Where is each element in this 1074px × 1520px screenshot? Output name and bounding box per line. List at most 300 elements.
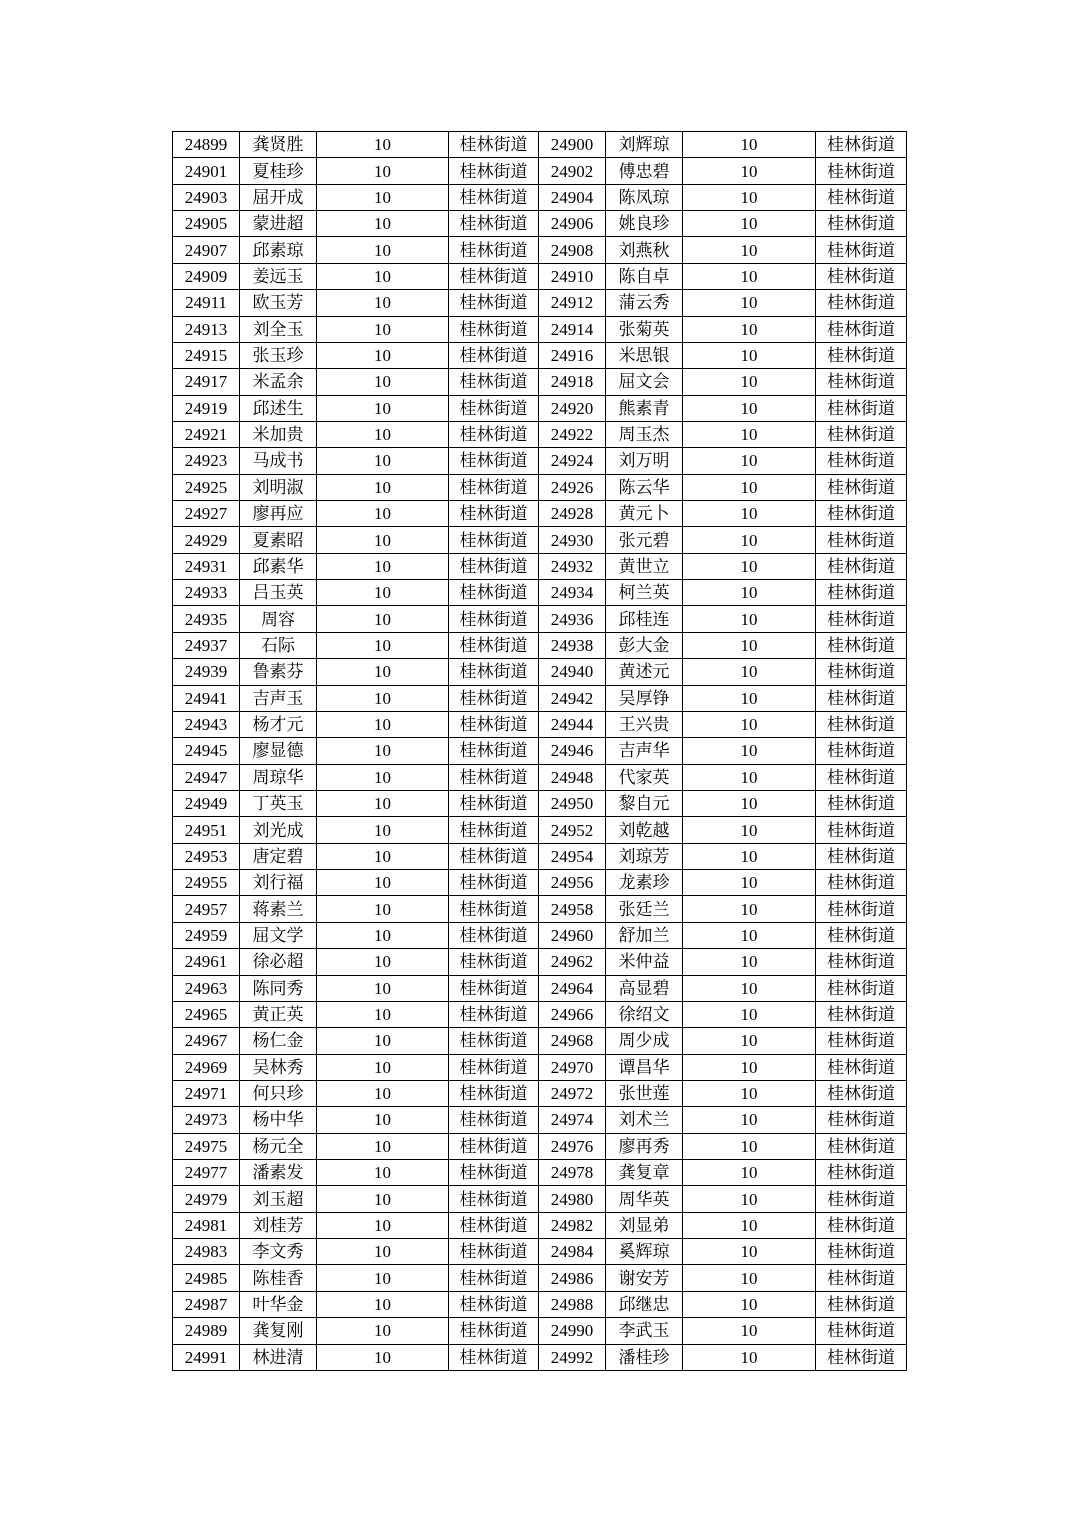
cell-name: 何只珍	[240, 1080, 317, 1106]
cell-district: 桂林街道	[816, 1001, 907, 1027]
cell-district: 桂林街道	[816, 1054, 907, 1080]
cell-district: 桂林街道	[816, 263, 907, 289]
cell-district: 桂林街道	[816, 1160, 907, 1186]
cell-id: 24952	[539, 817, 606, 843]
table-row	[173, 316, 907, 342]
cell-district: 桂林街道	[449, 896, 539, 922]
table-row	[173, 896, 907, 922]
cell-district: 桂林街道	[449, 1054, 539, 1080]
cell-name: 张菊英	[606, 316, 683, 342]
cell-id: 24979	[173, 1186, 240, 1212]
cell-name: 李武玉	[606, 1318, 683, 1344]
cell-value: 10	[317, 448, 449, 474]
cell-value: 10	[317, 659, 449, 685]
cell-value: 10	[317, 263, 449, 289]
cell-value: 10	[317, 369, 449, 395]
table-row	[173, 527, 907, 553]
cell-value: 10	[683, 870, 816, 896]
cell-value: 10	[683, 290, 816, 316]
cell-value: 10	[683, 132, 816, 158]
cell-id: 24937	[173, 632, 240, 658]
cell-district: 桂林街道	[449, 184, 539, 210]
cell-district: 桂林街道	[816, 1344, 907, 1370]
cell-name: 欧玉芳	[240, 290, 317, 316]
cell-id: 24991	[173, 1344, 240, 1370]
cell-value: 10	[317, 764, 449, 790]
cell-name: 唐定碧	[240, 843, 317, 869]
cell-value: 10	[317, 1054, 449, 1080]
cell-value: 10	[683, 975, 816, 1001]
cell-name: 张廷兰	[606, 896, 683, 922]
cell-name: 廖再秀	[606, 1133, 683, 1159]
cell-district: 桂林街道	[816, 184, 907, 210]
cell-id: 24924	[539, 448, 606, 474]
cell-id: 24910	[539, 263, 606, 289]
table-row	[173, 1133, 907, 1159]
cell-name: 潘素发	[240, 1160, 317, 1186]
cell-id: 24919	[173, 395, 240, 421]
cell-id: 24932	[539, 553, 606, 579]
cell-id: 24986	[539, 1265, 606, 1291]
cell-id: 24901	[173, 158, 240, 184]
cell-value: 10	[317, 606, 449, 632]
table-row	[173, 870, 907, 896]
cell-id: 24938	[539, 632, 606, 658]
cell-district: 桂林街道	[816, 1291, 907, 1317]
cell-name: 刘明淑	[240, 474, 317, 500]
cell-name: 杨中华	[240, 1107, 317, 1133]
cell-name: 夏素昭	[240, 527, 317, 553]
cell-id: 24920	[539, 395, 606, 421]
cell-value: 10	[317, 1107, 449, 1133]
cell-value: 10	[317, 316, 449, 342]
cell-value: 10	[683, 237, 816, 263]
cell-value: 10	[683, 474, 816, 500]
cell-value: 10	[317, 1344, 449, 1370]
cell-id: 24960	[539, 922, 606, 948]
cell-name: 张元碧	[606, 527, 683, 553]
cell-name: 谢安芳	[606, 1265, 683, 1291]
cell-id: 24972	[539, 1080, 606, 1106]
cell-district: 桂林街道	[816, 501, 907, 527]
cell-name: 石际	[240, 632, 317, 658]
table-row	[173, 1001, 907, 1027]
cell-name: 龚复章	[606, 1160, 683, 1186]
cell-district: 桂林街道	[449, 1265, 539, 1291]
cell-id: 24969	[173, 1054, 240, 1080]
cell-value: 10	[317, 1239, 449, 1265]
cell-name: 周华英	[606, 1186, 683, 1212]
cell-district: 桂林街道	[449, 843, 539, 869]
cell-id: 24984	[539, 1239, 606, 1265]
table-row	[173, 290, 907, 316]
cell-name: 周琼华	[240, 764, 317, 790]
cell-id: 24961	[173, 949, 240, 975]
cell-district: 桂林街道	[816, 1239, 907, 1265]
cell-id: 24912	[539, 290, 606, 316]
cell-id: 24955	[173, 870, 240, 896]
cell-value: 10	[317, 501, 449, 527]
cell-district: 桂林街道	[449, 316, 539, 342]
cell-district: 桂林街道	[449, 1001, 539, 1027]
cell-district: 桂林街道	[816, 1028, 907, 1054]
cell-name: 周玉杰	[606, 421, 683, 447]
cell-id: 24968	[539, 1028, 606, 1054]
cell-name: 邱素琼	[240, 237, 317, 263]
cell-value: 10	[683, 421, 816, 447]
cell-value: 10	[683, 342, 816, 368]
cell-id: 24981	[173, 1212, 240, 1238]
cell-id: 24985	[173, 1265, 240, 1291]
cell-district: 桂林街道	[816, 1133, 907, 1159]
cell-id: 24974	[539, 1107, 606, 1133]
cell-name: 傅忠碧	[606, 158, 683, 184]
cell-id: 24989	[173, 1318, 240, 1344]
cell-name: 刘玉超	[240, 1186, 317, 1212]
table-row	[173, 395, 907, 421]
cell-district: 桂林街道	[449, 764, 539, 790]
cell-name: 邱素华	[240, 553, 317, 579]
cell-value: 10	[317, 896, 449, 922]
cell-value: 10	[683, 580, 816, 606]
cell-id: 24899	[173, 132, 240, 158]
cell-district: 桂林街道	[816, 1212, 907, 1238]
cell-value: 10	[683, 501, 816, 527]
cell-id: 24908	[539, 237, 606, 263]
cell-id: 24987	[173, 1291, 240, 1317]
cell-id: 24902	[539, 158, 606, 184]
table-row	[173, 1028, 907, 1054]
cell-value: 10	[317, 843, 449, 869]
cell-value: 10	[683, 1107, 816, 1133]
cell-name: 龙素珍	[606, 870, 683, 896]
cell-name: 陈云华	[606, 474, 683, 500]
table-row	[173, 975, 907, 1001]
cell-district: 桂林街道	[816, 316, 907, 342]
roster-table	[172, 131, 907, 1371]
cell-id: 24953	[173, 843, 240, 869]
cell-name: 吉声玉	[240, 685, 317, 711]
cell-district: 桂林街道	[449, 1318, 539, 1344]
cell-value: 10	[683, 395, 816, 421]
cell-id: 24951	[173, 817, 240, 843]
cell-name: 黄元卜	[606, 501, 683, 527]
cell-value: 10	[317, 421, 449, 447]
cell-value: 10	[317, 790, 449, 816]
cell-name: 吴厚铮	[606, 685, 683, 711]
cell-value: 10	[683, 316, 816, 342]
cell-district: 桂林街道	[816, 1318, 907, 1344]
cell-name: 张世莲	[606, 1080, 683, 1106]
cell-name: 刘桂芳	[240, 1212, 317, 1238]
cell-id: 24921	[173, 421, 240, 447]
cell-id: 24913	[173, 316, 240, 342]
cell-id: 24935	[173, 606, 240, 632]
cell-district: 桂林街道	[816, 790, 907, 816]
cell-district: 桂林街道	[449, 1107, 539, 1133]
cell-id: 24915	[173, 342, 240, 368]
cell-name: 米思银	[606, 342, 683, 368]
cell-district: 桂林街道	[816, 975, 907, 1001]
cell-value: 10	[683, 263, 816, 289]
cell-id: 24946	[539, 738, 606, 764]
cell-district: 桂林街道	[816, 606, 907, 632]
cell-id: 24927	[173, 501, 240, 527]
cell-name: 杨才元	[240, 711, 317, 737]
cell-name: 柯兰英	[606, 580, 683, 606]
table-row	[173, 342, 907, 368]
cell-district: 桂林街道	[449, 1080, 539, 1106]
cell-name: 黎自元	[606, 790, 683, 816]
cell-id: 24918	[539, 369, 606, 395]
cell-id: 24983	[173, 1239, 240, 1265]
table-row	[173, 580, 907, 606]
cell-district: 桂林街道	[816, 659, 907, 685]
cell-name: 姜远玉	[240, 263, 317, 289]
cell-id: 24947	[173, 764, 240, 790]
cell-value: 10	[683, 659, 816, 685]
cell-name: 邱桂连	[606, 606, 683, 632]
table-row	[173, 501, 907, 527]
cell-id: 24973	[173, 1107, 240, 1133]
cell-district: 桂林街道	[816, 342, 907, 368]
cell-name: 米仲益	[606, 949, 683, 975]
cell-name: 刘辉琼	[606, 132, 683, 158]
table-row	[173, 817, 907, 843]
cell-id: 24900	[539, 132, 606, 158]
cell-value: 10	[317, 527, 449, 553]
cell-name: 陈桂香	[240, 1265, 317, 1291]
cell-value: 10	[683, 158, 816, 184]
table-row	[173, 553, 907, 579]
cell-district: 桂林街道	[816, 843, 907, 869]
cell-district: 桂林街道	[449, 501, 539, 527]
cell-district: 桂林街道	[449, 395, 539, 421]
cell-value: 10	[317, 1291, 449, 1317]
cell-value: 10	[317, 211, 449, 237]
cell-district: 桂林街道	[449, 922, 539, 948]
cell-name: 高显碧	[606, 975, 683, 1001]
cell-value: 10	[317, 1212, 449, 1238]
cell-name: 吕玉英	[240, 580, 317, 606]
cell-district: 桂林街道	[449, 1160, 539, 1186]
cell-value: 10	[683, 711, 816, 737]
cell-name: 马成书	[240, 448, 317, 474]
cell-district: 桂林街道	[449, 606, 539, 632]
cell-district: 桂林街道	[816, 738, 907, 764]
cell-district: 桂林街道	[449, 790, 539, 816]
cell-district: 桂林街道	[449, 1028, 539, 1054]
cell-value: 10	[317, 184, 449, 210]
cell-value: 10	[317, 342, 449, 368]
cell-id: 24941	[173, 685, 240, 711]
cell-value: 10	[317, 975, 449, 1001]
cell-district: 桂林街道	[816, 949, 907, 975]
cell-district: 桂林街道	[816, 132, 907, 158]
cell-id: 24905	[173, 211, 240, 237]
cell-value: 10	[317, 132, 449, 158]
table-row	[173, 1344, 907, 1370]
cell-value: 10	[683, 685, 816, 711]
cell-value: 10	[317, 817, 449, 843]
cell-value: 10	[683, 632, 816, 658]
cell-name: 周容	[240, 606, 317, 632]
cell-id: 24976	[539, 1133, 606, 1159]
cell-value: 10	[683, 1133, 816, 1159]
cell-id: 24982	[539, 1212, 606, 1238]
cell-id: 24978	[539, 1160, 606, 1186]
cell-id: 24950	[539, 790, 606, 816]
cell-name: 刘光成	[240, 817, 317, 843]
cell-id: 24977	[173, 1160, 240, 1186]
table-row	[173, 1107, 907, 1133]
cell-name: 刘术兰	[606, 1107, 683, 1133]
table-row	[173, 711, 907, 737]
cell-value: 10	[317, 685, 449, 711]
cell-name: 刘全玉	[240, 316, 317, 342]
cell-name: 姚良珍	[606, 211, 683, 237]
cell-id: 24957	[173, 896, 240, 922]
table-row	[173, 158, 907, 184]
cell-id: 24914	[539, 316, 606, 342]
cell-district: 桂林街道	[816, 395, 907, 421]
cell-value: 10	[317, 395, 449, 421]
cell-value: 10	[317, 1028, 449, 1054]
cell-district: 桂林街道	[816, 1186, 907, 1212]
cell-name: 奚辉琼	[606, 1239, 683, 1265]
cell-value: 10	[317, 1265, 449, 1291]
cell-value: 10	[317, 474, 449, 500]
cell-name: 蒙进超	[240, 211, 317, 237]
cell-district: 桂林街道	[449, 870, 539, 896]
cell-value: 10	[317, 290, 449, 316]
table-row	[173, 1054, 907, 1080]
cell-name: 黄世立	[606, 553, 683, 579]
cell-id: 24930	[539, 527, 606, 553]
cell-district: 桂林街道	[816, 685, 907, 711]
cell-district: 桂林街道	[816, 553, 907, 579]
cell-value: 10	[683, 1054, 816, 1080]
cell-district: 桂林街道	[449, 817, 539, 843]
table-row	[173, 659, 907, 685]
cell-district: 桂林街道	[449, 237, 539, 263]
cell-district: 桂林街道	[816, 1107, 907, 1133]
table-row	[173, 764, 907, 790]
cell-district: 桂林街道	[816, 922, 907, 948]
cell-value: 10	[317, 711, 449, 737]
cell-name: 吴林秀	[240, 1054, 317, 1080]
cell-district: 桂林街道	[449, 369, 539, 395]
cell-name: 陈同秀	[240, 975, 317, 1001]
cell-name: 陈凤琼	[606, 184, 683, 210]
cell-name: 彭大金	[606, 632, 683, 658]
cell-value: 10	[683, 764, 816, 790]
roster-table-body	[173, 132, 907, 1371]
cell-id: 24949	[173, 790, 240, 816]
cell-value: 10	[317, 580, 449, 606]
cell-name: 廖再应	[240, 501, 317, 527]
table-row	[173, 1080, 907, 1106]
cell-value: 10	[683, 448, 816, 474]
cell-value: 10	[683, 896, 816, 922]
cell-district: 桂林街道	[816, 580, 907, 606]
cell-id: 24992	[539, 1344, 606, 1370]
cell-district: 桂林街道	[449, 685, 539, 711]
cell-id: 24922	[539, 421, 606, 447]
cell-value: 10	[683, 553, 816, 579]
cell-value: 10	[683, 922, 816, 948]
cell-district: 桂林街道	[816, 290, 907, 316]
cell-id: 24934	[539, 580, 606, 606]
cell-id: 24948	[539, 764, 606, 790]
cell-name: 刘万明	[606, 448, 683, 474]
cell-id: 24904	[539, 184, 606, 210]
cell-id: 24990	[539, 1318, 606, 1344]
cell-name: 李文秀	[240, 1239, 317, 1265]
cell-district: 桂林街道	[449, 711, 539, 737]
cell-id: 24906	[539, 211, 606, 237]
cell-name: 刘行福	[240, 870, 317, 896]
table-row	[173, 1186, 907, 1212]
cell-value: 10	[683, 817, 816, 843]
cell-name: 叶华金	[240, 1291, 317, 1317]
table-row	[173, 1239, 907, 1265]
cell-value: 10	[683, 184, 816, 210]
cell-district: 桂林街道	[449, 553, 539, 579]
cell-district: 桂林街道	[449, 211, 539, 237]
cell-id: 24907	[173, 237, 240, 263]
table-row	[173, 738, 907, 764]
cell-value: 10	[317, 1080, 449, 1106]
cell-name: 蒋素兰	[240, 896, 317, 922]
cell-id: 24988	[539, 1291, 606, 1317]
cell-district: 桂林街道	[449, 738, 539, 764]
cell-name: 林进清	[240, 1344, 317, 1370]
cell-value: 10	[317, 1160, 449, 1186]
cell-name: 刘琼芳	[606, 843, 683, 869]
cell-district: 桂林街道	[816, 1265, 907, 1291]
cell-id: 24923	[173, 448, 240, 474]
cell-name: 廖显德	[240, 738, 317, 764]
cell-district: 桂林街道	[816, 711, 907, 737]
cell-district: 桂林街道	[449, 975, 539, 1001]
cell-district: 桂林街道	[449, 580, 539, 606]
cell-name: 邱述生	[240, 395, 317, 421]
cell-id: 24911	[173, 290, 240, 316]
cell-value: 10	[683, 211, 816, 237]
cell-value: 10	[317, 870, 449, 896]
cell-id: 24916	[539, 342, 606, 368]
cell-name: 龚复刚	[240, 1318, 317, 1344]
cell-district: 桂林街道	[449, 949, 539, 975]
table-row	[173, 1291, 907, 1317]
cell-name: 邱继忠	[606, 1291, 683, 1317]
cell-district: 桂林街道	[816, 1080, 907, 1106]
cell-district: 桂林街道	[816, 474, 907, 500]
cell-name: 周少成	[606, 1028, 683, 1054]
cell-value: 10	[317, 949, 449, 975]
cell-name: 吉声华	[606, 738, 683, 764]
table-row	[173, 1160, 907, 1186]
cell-district: 桂林街道	[816, 158, 907, 184]
table-row	[173, 632, 907, 658]
table-row	[173, 448, 907, 474]
cell-id: 24965	[173, 1001, 240, 1027]
cell-value: 10	[683, 527, 816, 553]
table-row	[173, 421, 907, 447]
cell-id: 24958	[539, 896, 606, 922]
cell-district: 桂林街道	[449, 158, 539, 184]
